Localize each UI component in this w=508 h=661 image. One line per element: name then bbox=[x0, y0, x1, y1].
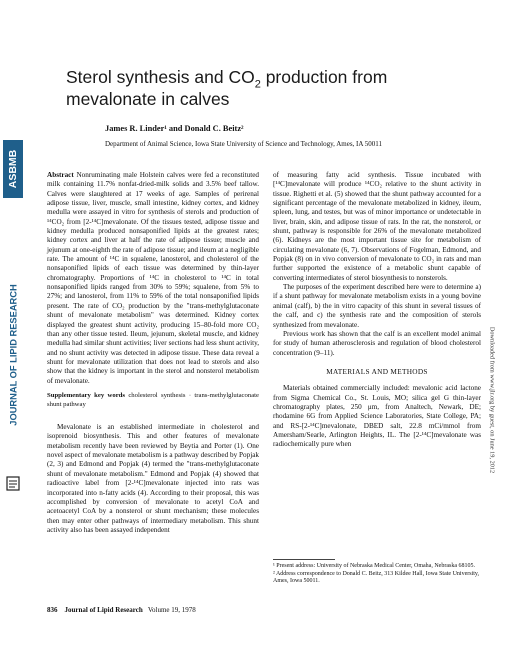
title-subscript: 2 bbox=[254, 78, 261, 91]
abstract bbox=[47, 171, 259, 386]
title-line1-end: production from bbox=[260, 67, 388, 87]
page-number: 836 bbox=[47, 606, 58, 614]
article-title bbox=[66, 66, 466, 110]
left-column bbox=[47, 171, 259, 535]
footnote-1: ¹ Present address: University of Nebraska Medical Center, Omaha, Nebraska 68105. bbox=[273, 563, 475, 569]
right-column bbox=[273, 171, 481, 450]
methods-heading: MATERIALS AND METHODS bbox=[326, 366, 428, 376]
footnotes bbox=[273, 563, 481, 586]
download-note-text: Downloaded from www.jlr.org by guest, on June 19, 2012 bbox=[488, 326, 496, 474]
download-note bbox=[486, 270, 498, 530]
footnote-rule bbox=[273, 559, 335, 560]
title-line2: mevalonate in calves bbox=[66, 89, 230, 109]
abstract-text: Nonruminating male Holstein calves were fed a reconstituted milk containing 11.7% nonfat-dried-milk solids and 3.5% beef tallow. Calves were slaughtered at 17 weeks of age. Samples of perirenal adipose tissue, liver, muscle, small intestine, kidney cortex, and kidney medulla were assayed in vitro for synthesis of sterols and production of ¹⁴CO₂ from [2-¹⁴C]mevalonate. Of the tissues tested, adipose tissue and kidney medulla produced nonsaponified lipids at the greatest rates; kidney cortex and liver at half the rate of adipose tissue; muscle and jejunum at one-eighth the rate of adipose tissue; and ileum at a negligible rate. The amount of ¹⁴C in squalene, lanosterol, and cholesterol of the nonsaponified lipids of each tissue was determined by thin-layer chromatography. Proportions of ¹⁴C in cholesterol to ¹⁴C in total nonsaponified lipids ranged from 30% to 59%; squalene, from 5% to 27%; and lanosterol, from 11% to 59% of the total nonsaponified lipids present. The rate of CO₂ production by the "trans-methylglutaconate shunt of mevalonate metabolism" was determined. Kidney cortex displayed the greatest shunt activity, producing 15–80-fold more CO₂ than any other tissue tested. Ileum, jejunum, skeletal muscle, and kidney medulla had similar shunt activities; liver sections had less shunt activity, and no shunt activity was detected in adipose tissue. These data reveal a shunt for mevalonate utilization that does not lead to sterols and also show that the kidney is important in the sterol and nonsterol metabolism of mevalonate. bbox=[47, 171, 260, 385]
page-footer bbox=[47, 606, 196, 614]
intro-paragraph-left: Mevalonate is an established intermediate in cholesterol and isoprenoid biosynthesis. This and other features of mevalonate metabolism recently have been reviewed by Beytia and Porter (1). One novel aspect of mevalonate metabolism is a pathway described by Popjak (2, 3) and Edmond and Popjak (4) termed the "trans-methylglutaconate shunt of mevalonate metabolism." Edmond and Popjak (4) showed that radioactive label from [2-¹⁴C]mevalonate injected into rats was incorporated into n-fatty acids (4). According to their proposal, this was accomplished by conversion of mevalonate to acetyl CoA and acetoacetyl CoA by a nonsterol or shunt mechanism; these molecules then may enter other pathways of intermediary metabolism. This shunt activity also has been assayed independent bbox=[47, 423, 259, 534]
journal-sidebar bbox=[2, 140, 24, 450]
footnote-2: ² Address correspondence to Donald C. Beitz, 313 Kildee Hall, Iowa State University, Ames, Iowa 50011. bbox=[273, 570, 480, 585]
title-line1: Sterol synthesis and CO bbox=[66, 67, 255, 87]
intro-paragraph-right-3: Previous work has shown that the calf is an excellent model animal for study of human atherosclerosis and regulation of blood cholesterol concentration (9–11). bbox=[273, 329, 481, 357]
intro-paragraph-right-1: of measuring fatty acid synthesis. Tissue incubated with [¹⁴C]mevalonate will produce ¹⁴CO₂ relative to the shunt activity in tissue. Righetti et al. (5) showed that the shunt pathway accounted for a significant percentage of the mevalonate metabolized in kidney, ileum, spleen, lung, and testes, but was of minor importance or undetectable in liver, brain, skin, and adipose tissue of rats. In the rat, the nonsterol, or shunt, pathway is responsible for 26% of the mevalonate metabolized (6). Kidneys are the most important tissue site for metabolism of circulating mevalonate (6, 7). Observations of Fogelman, Edmond, and Popjak (8) on in vivo conversion of mevalonate to CO₂ in rats and man further supported the existence of a metabolic shunt capable of converting intermediates of sterol biosynthesis to nonsterols. bbox=[273, 171, 481, 282]
asbmb-logo: ASBMB bbox=[6, 149, 19, 189]
affiliation: Department of Animal Science, Iowa State University of Science and Technology, Ames, IA 50011 bbox=[105, 140, 383, 148]
footer-volume: Volume 19, 1978 bbox=[147, 606, 196, 614]
keywords-text: cholesterol synthesis · trans-methylglutaconate shunt pathway bbox=[47, 391, 260, 408]
methods-paragraph: Materials obtained commercially included: mevalonic acid lactone from Sigma Chemical Co., St. Louis, MO; silica gel G thin-layer chromatography plates, 250 μm, from Analtech, Newark, DE; rhodamine 6G from Applied Science Laboratories, State College, PA; and RS-[2-¹⁴C]mevalonate, DBED salt, 22.8 mCi/mmol from Amersham/Searle, Arlington Heights, IL. The [2-¹⁴C]mevalonate was radiochemically pure when bbox=[273, 384, 481, 449]
footer-journal: Journal of Lipid Research bbox=[64, 606, 143, 614]
document-icon bbox=[6, 475, 20, 491]
journal-name-vertical: JOURNAL OF LIPID RESEARCH bbox=[8, 284, 19, 426]
intro-paragraph-right-2: The purposes of the experiment described here were to determine a) if a shunt pathway for mevalonate metabolism exists in a young bovine animal (calf), b) the in vitro capacity of this shunt in several tissues of the calf, and c) the synthesis rate and the composition of sterols synthesized from mevalonate. bbox=[273, 283, 481, 329]
keywords-label: Supplementary key words bbox=[47, 391, 125, 399]
keywords bbox=[47, 392, 259, 409]
authors: James R. Linder¹ and Donald C. Beitz² bbox=[105, 124, 244, 133]
abstract-label: Abstract bbox=[47, 171, 74, 179]
